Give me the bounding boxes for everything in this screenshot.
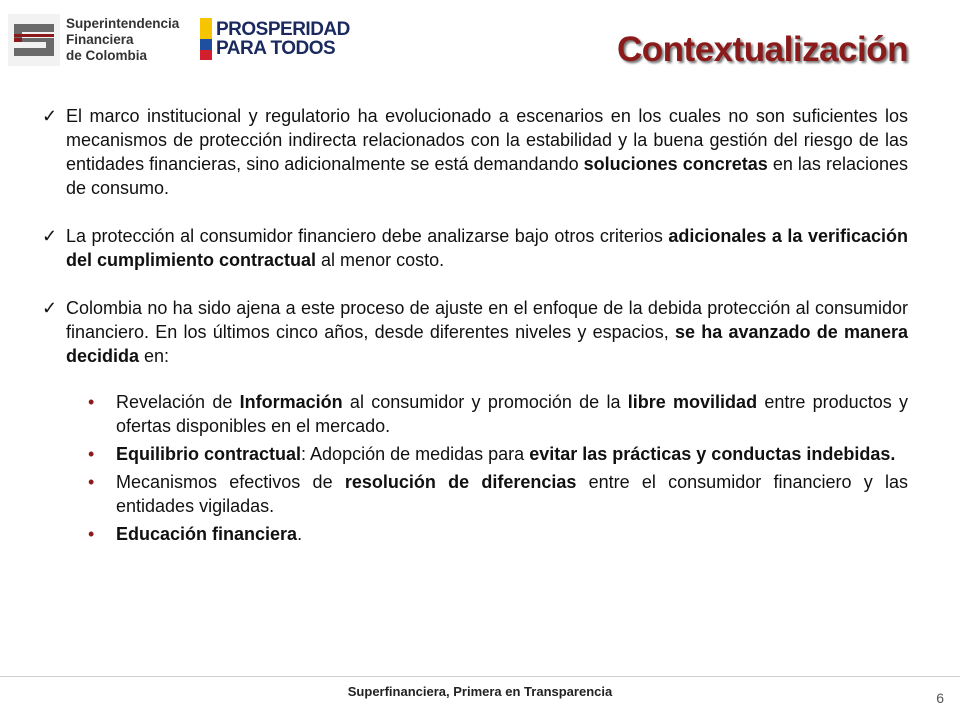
text-segment: en las relaciones de consumo. bbox=[66, 154, 908, 198]
text-segment: entre productos y ofertas disponibles en el mercado. bbox=[116, 392, 908, 436]
footer-text: Superfinanciera, Primera en Transparencia bbox=[347, 684, 613, 699]
bullet-dot-icon: • bbox=[88, 472, 95, 492]
check-item-text bbox=[66, 106, 908, 198]
bullet-item-text bbox=[116, 392, 908, 436]
check-item-text bbox=[66, 298, 908, 366]
bullet-item-text bbox=[116, 444, 895, 464]
text-segment: al consumidor y promoción de la bbox=[342, 392, 628, 412]
text-segment: Mecanismos efectivos de bbox=[116, 472, 345, 492]
text-segment: en: bbox=[139, 346, 170, 366]
check-item bbox=[38, 296, 908, 368]
bold-text: se ha avanzado de manera decidida bbox=[66, 322, 908, 366]
bullet-item bbox=[84, 390, 908, 438]
page-title: Contextualización bbox=[617, 30, 908, 69]
sfc-logo-mark-icon bbox=[8, 14, 60, 66]
text-segment: entre el consumidor financiero y las entidades vigiladas. bbox=[116, 472, 908, 516]
checkmark-icon: ✓ bbox=[42, 226, 58, 246]
prosperidad-logo-line: PROSPERIDAD bbox=[216, 19, 350, 40]
bold-text: adicionales a la verificación del cumplimiento contractual bbox=[66, 226, 908, 270]
bullet-list bbox=[84, 390, 908, 546]
text-segment: Colombia no ha sido ajena a este proceso de ajuste en el enfoque de la debida protección al consumidor financiero. En los últimos cinco años, desde diferentes niveles y espacios, bbox=[66, 298, 908, 342]
sfc-logo-line: Financiera bbox=[66, 32, 134, 47]
page-number: 6 bbox=[936, 690, 944, 706]
prosperidad-logo bbox=[200, 18, 350, 62]
check-item bbox=[38, 104, 908, 200]
colombia-flag-icon bbox=[200, 18, 212, 60]
checkmark-icon: ✓ bbox=[42, 298, 58, 318]
prosperidad-logo-line: PARA TODOS bbox=[216, 38, 336, 59]
text-segment: Revelación de bbox=[116, 392, 240, 412]
text-segment: al menor costo. bbox=[316, 250, 445, 270]
bold-text: libre movilidad bbox=[627, 392, 758, 412]
bold-text: Equilibrio contractual bbox=[116, 444, 302, 464]
sfc-logo-line: de Colombia bbox=[66, 48, 148, 63]
bold-text: evitar las prácticas y conductas indebidas. bbox=[529, 444, 896, 464]
bold-text: soluciones concretas bbox=[583, 154, 768, 174]
bullet-dot-icon: • bbox=[88, 524, 95, 544]
slide-content bbox=[38, 104, 908, 550]
bullet-item bbox=[84, 522, 908, 546]
check-item bbox=[38, 224, 908, 272]
bold-text: Educación financiera bbox=[116, 524, 298, 544]
text-segment: : Adopción de medidas para bbox=[301, 444, 530, 464]
prosperidad-logo-text bbox=[216, 20, 350, 58]
bullet-dot-icon: • bbox=[88, 444, 95, 464]
text-segment: . bbox=[297, 524, 303, 544]
bullet-dot-icon: • bbox=[88, 392, 95, 412]
bold-text: resolución de diferencias bbox=[344, 472, 577, 492]
check-list bbox=[38, 104, 908, 368]
sfc-logo-text bbox=[66, 16, 179, 64]
bold-text: Información bbox=[239, 392, 343, 412]
text-segment: El marco institucional y regulatorio ha evolucionado a escenarios en los cuales no son suficientes los mecanismos de protección indirecta relacionados con la estabilidad y la buena gestión del riesgo de las entidades financieras, sino adicionalmente se está demandando bbox=[66, 106, 908, 174]
bullet-item-text bbox=[116, 472, 908, 516]
sfc-logo bbox=[8, 10, 178, 70]
sfc-logo-line: Superintendencia bbox=[66, 16, 180, 31]
check-item-text bbox=[66, 226, 908, 270]
bullet-item bbox=[84, 470, 908, 518]
footer-divider bbox=[0, 676, 960, 677]
bullet-item bbox=[84, 442, 908, 466]
text-segment: La protección al consumidor financiero debe analizarse bajo otros criterios bbox=[66, 226, 669, 246]
checkmark-icon: ✓ bbox=[42, 106, 58, 126]
bullet-item-text bbox=[116, 524, 302, 544]
